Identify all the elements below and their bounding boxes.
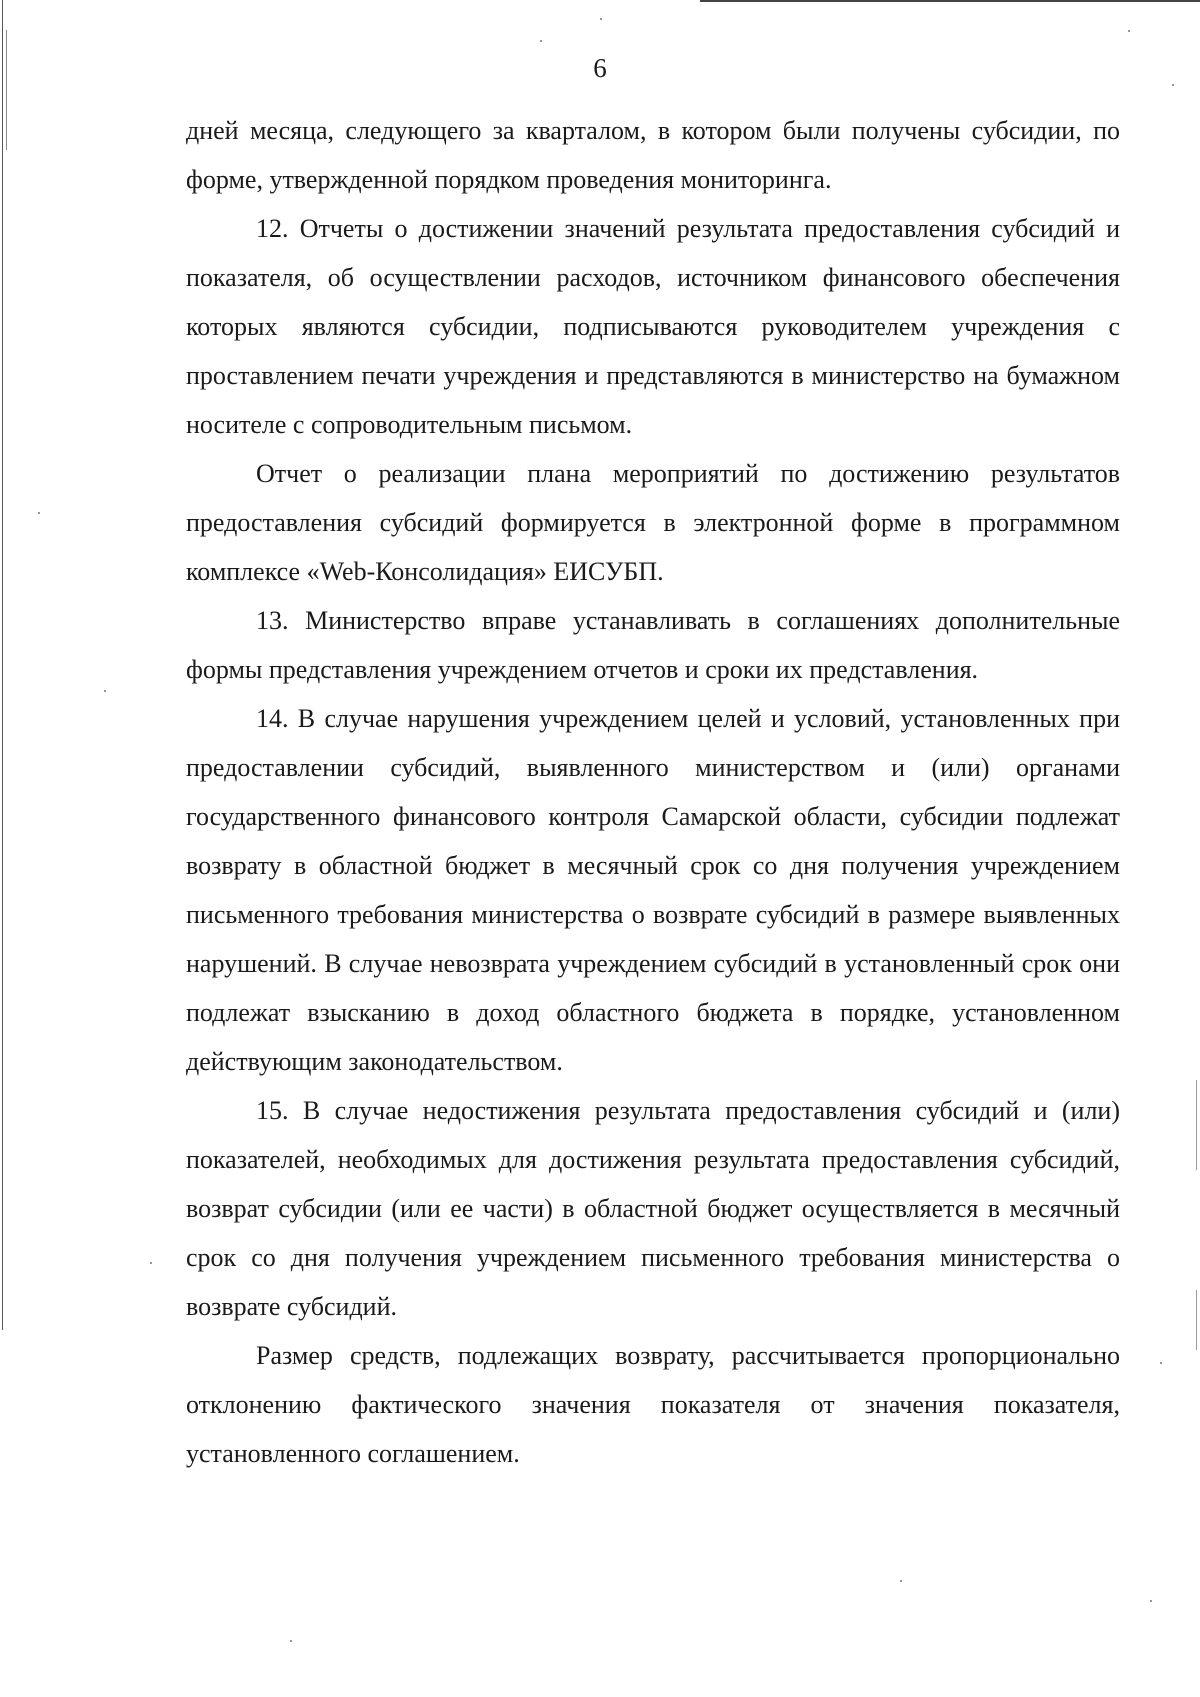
scan-speck <box>38 512 40 514</box>
paragraph-12: 12. Отчеты о достижении значений результата предоставления субсидий и показателя, об осуществлении расходов, источником финансового обеспечения которых являются субсидии, подписываются руководителем учреждения с проставлением печати учреждения и представляются в министерство на бумажном носителе с сопроводительным письмом. <box>186 214 1120 439</box>
page-number: 6 <box>593 53 607 83</box>
scan-edge-right-lower <box>1196 1290 1197 1350</box>
scan-speck <box>600 18 602 20</box>
scan-speck <box>540 40 542 42</box>
scan-speck <box>1160 1362 1162 1364</box>
paragraph-13: 13. Министерство вправе устанавливать в соглашениях дополнительные формы представления учреждением отчетов и сроки их представления. <box>186 606 1120 684</box>
document-body <box>186 106 1120 1478</box>
scan-speck <box>900 1580 902 1582</box>
scan-speck <box>290 1640 292 1642</box>
scan-speck <box>104 690 106 692</box>
scan-edge-right <box>1196 1080 1197 1170</box>
scan-edge-left <box>2 0 3 1330</box>
scan-speck <box>1128 30 1130 32</box>
scan-edge-top <box>700 0 1200 2</box>
paragraph-15-amount: Размер средств, подлежащих возврату, рассчитывается пропорционально отклонению фактического значения показателя от значения показателя, установленного соглашением. <box>186 1341 1120 1468</box>
paragraph-continued: дней месяца, следующего за кварталом, в котором были получены субсидии, по форме, утвержденной порядком проведения мониторинга. <box>186 116 1120 194</box>
paragraph-15: 15. В случае недостижения результата предоставления субсидий и (или) показателей, необходимых для достижения результата предоставления субсидий, возврат субсидии (или ее части) в областной бюджет осуществляется в месячный срок со дня получения учреждением письменного требования министерства о возврате субсидий. <box>186 1096 1120 1321</box>
paragraph-12-report: Отчет о реализации плана мероприятий по достижению результатов предоставления субсидий формируется в электронной форме в программном комплексе «Web-Консолидация» ЕИСУБП. <box>186 459 1120 586</box>
paragraph-14: 14. В случае нарушения учреждением целей и условий, установленных при предоставлении субсидий, выявленного министерством и (или) органами государственного финансового контроля Самарской области, субсидии подлежат возврату в областной бюджет в месячный срок со дня получения учреждением письменного требования министерства о возврате субсидий в размере выявленных нарушений. В случае невозврата учреждением субсидий в установленный срок они подлежат взысканию в доход областного бюджета в порядке, установленном действующим законодательством. <box>186 704 1120 1076</box>
scan-speck <box>1150 1600 1152 1602</box>
scan-speck <box>150 1262 152 1264</box>
